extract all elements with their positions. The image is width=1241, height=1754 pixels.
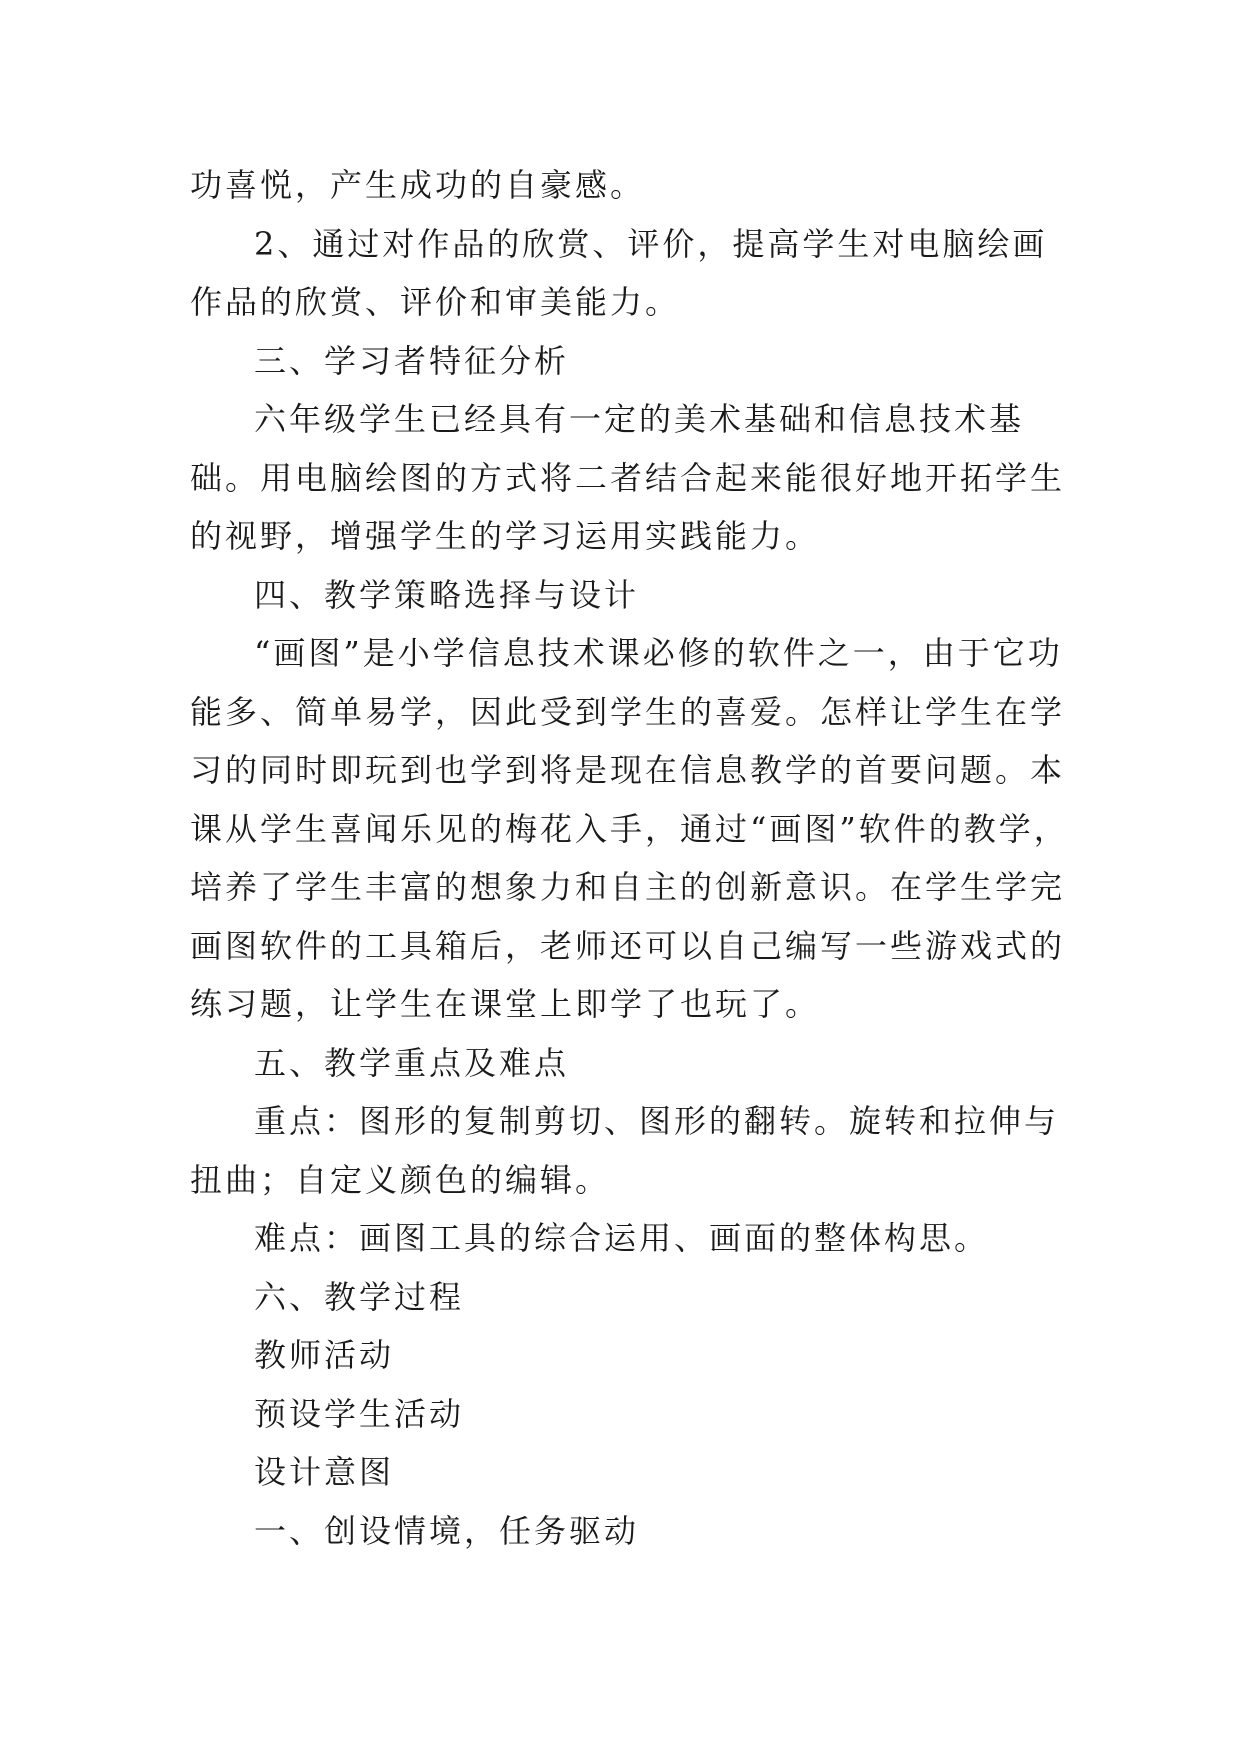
heading-key-points: 五、教学重点及难点 xyxy=(254,1043,570,1082)
paragraph-continuation: 功喜悦，产生成功的自豪感。 xyxy=(190,166,646,204)
heading-step-1: 一、创设情境，任务驱动 xyxy=(254,1511,640,1550)
paragraph-difficulties: 难点：画图工具的综合运用、画面的整体构思。 xyxy=(254,1219,990,1257)
label-design-intent: 设计意图 xyxy=(254,1453,395,1491)
heading-teaching-strategy: 四、教学策略选择与设计 xyxy=(254,575,640,614)
paragraph-teaching-strategy: “画图”是小学信息技术课必修的软件之一，由于它功能多、简单易学，因此受到学生的喜爱。怎样让学生在学习的同时即玩到也学到将是现在信息教学的首要问题。本课从学生喜闻乐见的梅花入手，通过“画图”软件的教学，培养了学生丰富的想象力和自主的创新意识。在学生学完画图软件的工具箱后，老师还可以自己编写一些游戏式的练习题，让学生在课堂上即学了也玩了。 xyxy=(190,634,1069,1023)
document-body xyxy=(190,156,1070,1560)
label-student-activity: 预设学生活动 xyxy=(254,1394,465,1433)
heading-teaching-process: 六、教学过程 xyxy=(254,1277,465,1316)
label-teacher-activity: 教师活动 xyxy=(254,1336,395,1374)
paragraph-learner-analysis: 六年级学生已经具有一定的美术基础和信息技术基础。用电脑绘图的方式将二者结合起来能很好地开拓学生的视野，增强学生的学习运用实践能力。 xyxy=(190,400,1066,555)
paragraph-key-points: 重点：图形的复制剪切、图形的翻转。旋转和拉伸与扭曲；自定义颜色的编辑。 xyxy=(190,1102,1060,1199)
paragraph-objective-2: 2、通过对作品的欣赏、评价，提高学生对电脑绘画作品的欣赏、评价和审美能力。 xyxy=(190,224,1048,321)
heading-learner-analysis: 三、学习者特征分析 xyxy=(254,341,570,380)
